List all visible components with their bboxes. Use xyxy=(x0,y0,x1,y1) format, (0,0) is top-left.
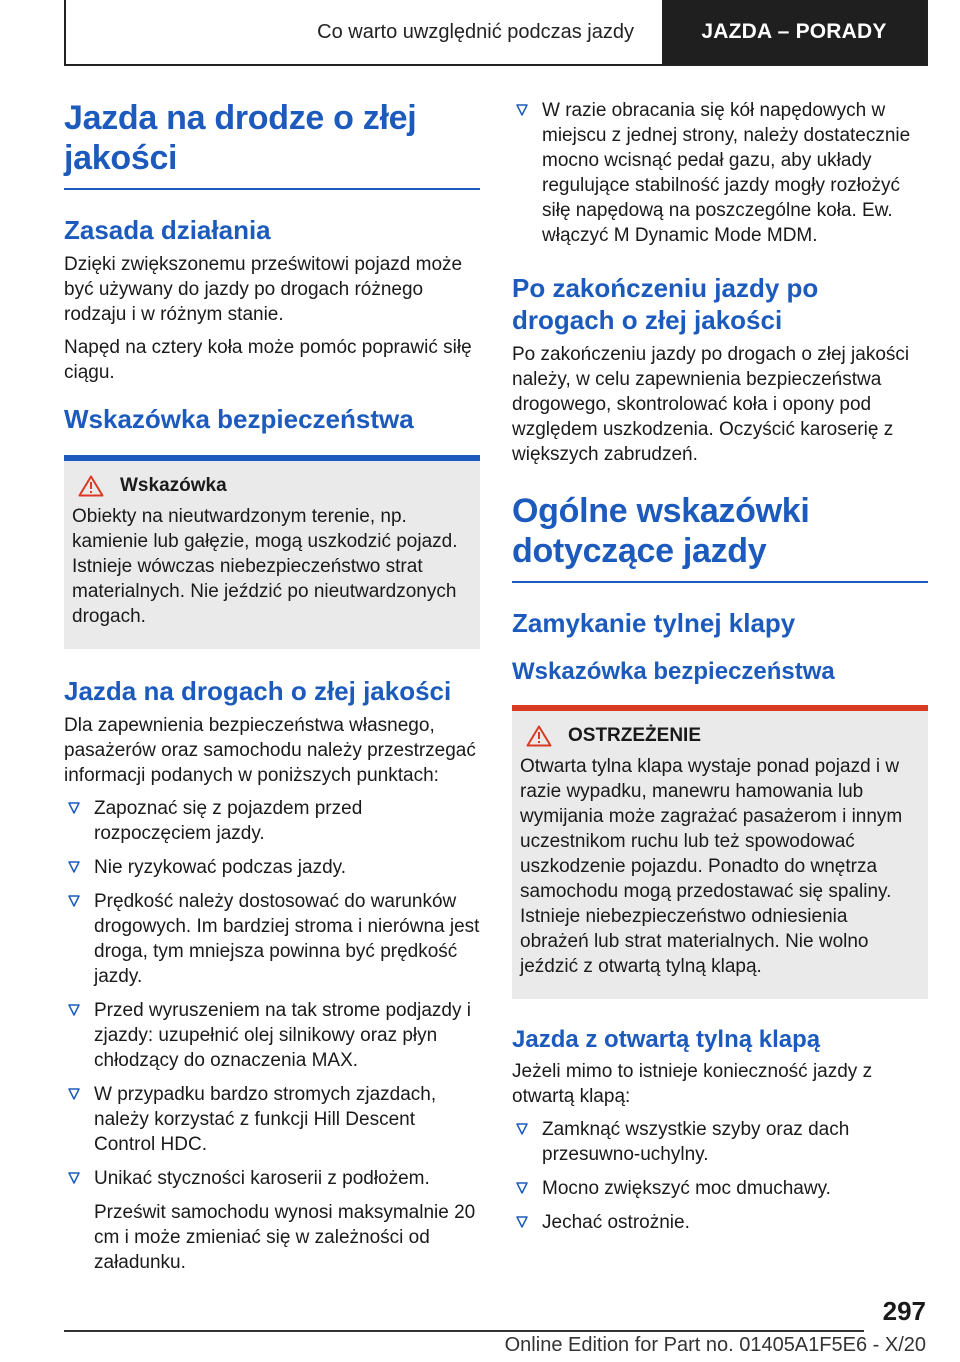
list-item-text: Prędkość należy dostosować do warunków drogowych. Im bardziej stroma i nierówna jest droga, tym mniejsza powinna być prędkość jazdy. xyxy=(94,891,480,987)
page-title: Jazda na drodze o złej jakości xyxy=(64,98,480,190)
list-item xyxy=(512,1210,928,1235)
list-item xyxy=(512,1176,928,1201)
warning-box xyxy=(512,711,928,999)
list-item xyxy=(64,1082,480,1157)
principle-paragraph-2: Napęd na cztery koła może pomóc poprawić siłę ciągu. xyxy=(64,337,472,383)
header-chapter-tab: JAZDA – PORADY xyxy=(662,0,926,64)
list-item-text: Zamknąć wszystkie szyby oraz dach przesuwno-uchylny. xyxy=(542,1119,850,1165)
open-tailgate-heading: Jazda z otwartą tylną klapą xyxy=(512,1026,821,1053)
list-item-text: W przypadku bardzo stromych zjazdach, należy korzystać z funkcji Hill Descent Control HDC. xyxy=(94,1084,437,1155)
warning-triangle-icon xyxy=(520,725,568,747)
list-item xyxy=(512,98,928,248)
footer-rule xyxy=(64,1330,864,1332)
list-item-text: W razie obracania się kół napędowych w miejscu z jednej strony, należy dostatecznie mocno wcisnąć pedał gazu, aby układy regulujące stabilność jazdy mogły rozłożyć siłę napędową na poszczególne koła. Ew. włączyć M Dynamic Mode MDM. xyxy=(542,100,911,246)
tailgate-heading: Zamykanie tylnej klapy xyxy=(512,608,796,638)
warning-header xyxy=(520,723,920,748)
right-column xyxy=(512,98,928,1244)
note-box xyxy=(64,461,480,649)
list-item xyxy=(64,1166,480,1191)
triangle-bullet-icon xyxy=(68,895,80,907)
bad-roads-list xyxy=(64,796,480,1191)
list-item xyxy=(64,889,480,989)
triangle-bullet-icon xyxy=(516,1123,528,1135)
list-item-text: Przed wyruszeniem na tak strome podjazdy i zjazdy: uzupełnić olej silnikowy oraz płyn chłodzący do oznaczenia MAX. xyxy=(94,1000,471,1071)
warning-triangle-icon xyxy=(72,475,120,497)
note-text: Obiekty na nieutwardzonym terenie, np. kamienie lub gałęzie, mogą uszkodzić pojazd. Istnieje wówczas niebezpieczeństwo strat materialnych. Nie jeździć po nieutwardzonych drogach. xyxy=(72,506,458,627)
clearance-note: Prześwit samochodu wynosi maksymalnie 20 cm i może zmieniać się w zależności od załadunku. xyxy=(94,1202,476,1273)
triangle-bullet-icon xyxy=(516,1216,528,1228)
list-item-text: Zapoznać się z pojazdem przed rozpoczęciem jazdy. xyxy=(94,798,363,844)
list-item-text: Jechać ostrożnie. xyxy=(542,1212,690,1233)
triangle-bullet-icon xyxy=(68,1088,80,1100)
after-driving-text: Po zakończeniu jazdy po drogach o złej jakości należy, w celu zapewnienia bezpieczeństwa drogowego, skontrolować koła i opony pod względem uszkodzenia. Oczyścić karoserię z większych zabrudzeń. xyxy=(512,344,910,465)
list-item xyxy=(64,796,480,846)
list-item xyxy=(512,1117,928,1167)
triangle-bullet-icon xyxy=(68,1004,80,1016)
open-tailgate-intro: Jeżeli mimo to istnieje konieczność jazdy z otwartą klapą: xyxy=(512,1061,873,1107)
safety-heading: Wskazówka bezpieczeństwa xyxy=(64,404,414,434)
list-item-text: Mocno zwiększyć moc dmuchawy. xyxy=(542,1178,831,1199)
warning-text: Otwarta tylna klapa wystaje ponad pojazd i w razie wypadku, manewru hamowania lub wymijania może zagrażać pasażerom i innym uczestnikom ruchu lub też spowodować uszkodzenie pojazdu. Ponadto do wnętrza samochodu mogą przedostawać się spaliny. Istnieje niebezpieczeństwo odniesienia obrażeń lub strat materialnych. Nie wolno jeździć z otwartą tylną klapą. xyxy=(520,756,903,977)
list-item-text: Unikać styczności karoserii z podłożem. xyxy=(94,1168,430,1189)
left-column xyxy=(64,98,480,1275)
page-number: 297 xyxy=(882,1296,926,1326)
triangle-bullet-icon xyxy=(516,104,528,116)
triangle-bullet-icon xyxy=(68,861,80,873)
tailgate-safety-heading: Wskazówka bezpieczeństwa xyxy=(512,658,835,685)
triangle-bullet-icon xyxy=(68,1172,80,1184)
note-header xyxy=(72,473,472,498)
triangle-bullet-icon xyxy=(516,1182,528,1194)
principle-paragraph-1: Dzięki zwiększonemu prześwitowi pojazd może być używany do jazdy po drogach różnego rodzaju i w różnym stanie. xyxy=(64,254,463,325)
list-item-text: Nie ryzykować podczas jazdy. xyxy=(94,857,347,878)
bad-roads-intro: Dla zapewnienia bezpieczeństwa własnego, pasażerów oraz samochodu należy przestrzegać informacji podanych w poniższych punktach: xyxy=(64,715,476,786)
after-driving-heading: Po zakończeniu jazdy po drogach o złej jakości xyxy=(512,273,819,335)
continued-list xyxy=(512,98,928,248)
note-label: Wskazówka xyxy=(120,475,227,496)
bad-roads-heading: Jazda na drogach o złej jakości xyxy=(64,676,452,706)
triangle-bullet-icon xyxy=(68,802,80,814)
footer-edition: Online Edition for Part no. 01405A1F5E6 - X/20 xyxy=(504,1334,926,1356)
list-item xyxy=(64,998,480,1073)
principle-heading: Zasada działania xyxy=(64,215,271,245)
header-section-title: Co warto uwzględnić podczas jazdy xyxy=(317,20,634,43)
general-tips-title: Ogólne wskazówki dotyczące jazdy xyxy=(512,491,928,583)
list-item xyxy=(64,855,480,880)
warning-label: OSTRZEŻENIE xyxy=(568,725,702,746)
open-tailgate-list xyxy=(512,1117,928,1235)
